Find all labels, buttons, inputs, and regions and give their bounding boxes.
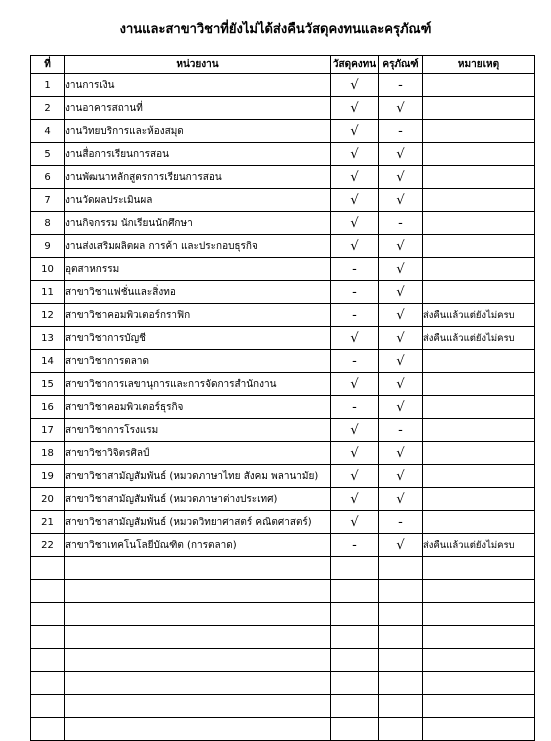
materials-status: √ bbox=[331, 488, 379, 511]
materials-status: √ bbox=[331, 143, 379, 166]
empty-table-row bbox=[31, 649, 535, 672]
remark-cell bbox=[423, 511, 535, 534]
empty-cell bbox=[31, 718, 65, 741]
unit-name: สาขาวิชาวิจิตรศิลป์ bbox=[65, 442, 331, 465]
table-row bbox=[31, 281, 535, 304]
table-row bbox=[31, 534, 535, 557]
table-row bbox=[31, 350, 535, 373]
row-number: 9 bbox=[31, 235, 65, 258]
equipment-status: √ bbox=[379, 373, 423, 396]
equipment-status: - bbox=[379, 511, 423, 534]
table-body bbox=[31, 74, 535, 741]
empty-cell bbox=[379, 695, 423, 718]
unit-name: สาขาวิชาเทคโนโลยีบัณฑิต (การตลาด) bbox=[65, 534, 331, 557]
unit-name: สาขาวิชาแฟชั่นและสิ่งทอ bbox=[65, 281, 331, 304]
table-row bbox=[31, 189, 535, 212]
empty-cell bbox=[423, 649, 535, 672]
empty-cell bbox=[379, 626, 423, 649]
empty-cell bbox=[65, 672, 331, 695]
materials-status: √ bbox=[331, 419, 379, 442]
remark-cell: ส่งคืนแล้วแต่ยังไม่ครบ bbox=[423, 534, 535, 557]
unit-name: สาขาวิชาสามัญสัมพันธ์ (หมวดภาษาต่างประเทศ) bbox=[65, 488, 331, 511]
header-materials: วัสดุคงทน bbox=[331, 56, 379, 74]
empty-table-row bbox=[31, 672, 535, 695]
empty-table-row bbox=[31, 580, 535, 603]
table-row bbox=[31, 373, 535, 396]
materials-status: √ bbox=[331, 373, 379, 396]
row-number: 15 bbox=[31, 373, 65, 396]
empty-cell bbox=[379, 603, 423, 626]
empty-table-row bbox=[31, 718, 535, 741]
row-number: 6 bbox=[31, 166, 65, 189]
row-number: 20 bbox=[31, 488, 65, 511]
table-row bbox=[31, 465, 535, 488]
empty-cell bbox=[331, 718, 379, 741]
equipment-status: √ bbox=[379, 396, 423, 419]
row-number: 12 bbox=[31, 304, 65, 327]
empty-cell bbox=[331, 557, 379, 580]
empty-cell bbox=[379, 672, 423, 695]
unit-name: สาขาวิชาคอมพิวเตอร์ธุรกิจ bbox=[65, 396, 331, 419]
remark-cell bbox=[423, 396, 535, 419]
header-equipment: ครุภัณฑ์ bbox=[379, 56, 423, 74]
remark-cell bbox=[423, 97, 535, 120]
empty-cell bbox=[31, 649, 65, 672]
remark-cell bbox=[423, 488, 535, 511]
table-row bbox=[31, 235, 535, 258]
unit-name: สาขาวิชาคอมพิวเตอร์กราฟิก bbox=[65, 304, 331, 327]
empty-table-row bbox=[31, 557, 535, 580]
empty-cell bbox=[331, 603, 379, 626]
empty-cell bbox=[331, 695, 379, 718]
table-row bbox=[31, 488, 535, 511]
remark-cell bbox=[423, 143, 535, 166]
unit-name: สาขาวิชาการบัญชี bbox=[65, 327, 331, 350]
equipment-status: √ bbox=[379, 534, 423, 557]
row-number: 7 bbox=[31, 189, 65, 212]
table-row bbox=[31, 212, 535, 235]
unit-name: อุตสาหกรรม bbox=[65, 258, 331, 281]
header-no: ที่ bbox=[31, 56, 65, 74]
remark-cell: ส่งคืนแล้วแต่ยังไม่ครบ bbox=[423, 304, 535, 327]
row-number: 1 bbox=[31, 74, 65, 97]
table-row bbox=[31, 442, 535, 465]
equipment-status: - bbox=[379, 419, 423, 442]
row-number: 5 bbox=[31, 143, 65, 166]
materials-status: √ bbox=[331, 442, 379, 465]
equipment-status: √ bbox=[379, 304, 423, 327]
empty-cell bbox=[65, 695, 331, 718]
remark-cell bbox=[423, 350, 535, 373]
unit-name: งานอาคารสถานที่ bbox=[65, 97, 331, 120]
unit-name: งานสื่อการเรียนการสอน bbox=[65, 143, 331, 166]
row-number: 14 bbox=[31, 350, 65, 373]
empty-cell bbox=[379, 718, 423, 741]
table-row bbox=[31, 511, 535, 534]
equipment-status: √ bbox=[379, 189, 423, 212]
empty-cell bbox=[65, 649, 331, 672]
empty-cell bbox=[379, 649, 423, 672]
table-row bbox=[31, 396, 535, 419]
table-row bbox=[31, 304, 535, 327]
table-row bbox=[31, 120, 535, 143]
empty-cell bbox=[379, 580, 423, 603]
materials-status: √ bbox=[331, 189, 379, 212]
equipment-status: √ bbox=[379, 166, 423, 189]
remark-cell bbox=[423, 120, 535, 143]
materials-status: - bbox=[331, 258, 379, 281]
materials-status: √ bbox=[331, 212, 379, 235]
row-number: 21 bbox=[31, 511, 65, 534]
materials-status: √ bbox=[331, 511, 379, 534]
empty-cell bbox=[31, 557, 65, 580]
remark-cell bbox=[423, 189, 535, 212]
row-number: 18 bbox=[31, 442, 65, 465]
empty-cell bbox=[423, 718, 535, 741]
row-number: 10 bbox=[31, 258, 65, 281]
remark-cell bbox=[423, 419, 535, 442]
empty-cell bbox=[65, 580, 331, 603]
empty-cell bbox=[31, 672, 65, 695]
empty-cell bbox=[423, 695, 535, 718]
unit-name: สาขาวิชาการเลขานุการและการจัดการสำนักงาน bbox=[65, 373, 331, 396]
materials-status: √ bbox=[331, 97, 379, 120]
row-number: 22 bbox=[31, 534, 65, 557]
remark-cell bbox=[423, 373, 535, 396]
header-unit: หน่วยงาน bbox=[65, 56, 331, 74]
table-row bbox=[31, 97, 535, 120]
table-row bbox=[31, 166, 535, 189]
empty-cell bbox=[331, 580, 379, 603]
empty-cell bbox=[423, 603, 535, 626]
empty-cell bbox=[65, 626, 331, 649]
row-number: 16 bbox=[31, 396, 65, 419]
empty-cell bbox=[423, 557, 535, 580]
table-header-row bbox=[31, 56, 535, 74]
materials-status: √ bbox=[331, 166, 379, 189]
equipment-status: √ bbox=[379, 281, 423, 304]
remark-cell bbox=[423, 212, 535, 235]
remark-cell: ส่งคืนแล้วแต่ยังไม่ครบ bbox=[423, 327, 535, 350]
empty-cell bbox=[65, 718, 331, 741]
equipment-status: - bbox=[379, 212, 423, 235]
equipment-status: √ bbox=[379, 327, 423, 350]
remark-cell bbox=[423, 235, 535, 258]
unit-name: สาขาวิชาการตลาด bbox=[65, 350, 331, 373]
header-remark: หมายเหตุ bbox=[423, 56, 535, 74]
unit-name: งานวัดผลประเมินผล bbox=[65, 189, 331, 212]
empty-cell bbox=[65, 603, 331, 626]
materials-status: √ bbox=[331, 235, 379, 258]
table-row bbox=[31, 143, 535, 166]
table-row bbox=[31, 74, 535, 97]
empty-cell bbox=[423, 626, 535, 649]
remark-cell bbox=[423, 166, 535, 189]
empty-cell bbox=[31, 695, 65, 718]
materials-status: √ bbox=[331, 120, 379, 143]
empty-cell bbox=[31, 626, 65, 649]
empty-cell bbox=[423, 672, 535, 695]
equipment-status: √ bbox=[379, 442, 423, 465]
empty-cell bbox=[65, 557, 331, 580]
equipment-status: √ bbox=[379, 97, 423, 120]
empty-cell bbox=[31, 580, 65, 603]
table-row bbox=[31, 419, 535, 442]
materials-status: - bbox=[331, 350, 379, 373]
unit-name: งานส่งเสริมผลิตผล การค้า และประกอบธุรกิจ bbox=[65, 235, 331, 258]
materials-status: √ bbox=[331, 465, 379, 488]
equipment-status: √ bbox=[379, 235, 423, 258]
materials-status: √ bbox=[331, 327, 379, 350]
materials-status: - bbox=[331, 304, 379, 327]
row-number: 19 bbox=[31, 465, 65, 488]
empty-cell bbox=[423, 580, 535, 603]
empty-cell bbox=[31, 603, 65, 626]
row-number: 17 bbox=[31, 419, 65, 442]
equipment-status: - bbox=[379, 74, 423, 97]
remark-cell bbox=[423, 281, 535, 304]
empty-cell bbox=[379, 557, 423, 580]
equipment-status: √ bbox=[379, 143, 423, 166]
remark-cell bbox=[423, 74, 535, 97]
remark-cell bbox=[423, 258, 535, 281]
empty-table-row bbox=[31, 626, 535, 649]
table-row bbox=[31, 258, 535, 281]
table-row bbox=[31, 327, 535, 350]
unit-name: งานกิจกรรม นักเรียนนักศึกษา bbox=[65, 212, 331, 235]
row-number: 8 bbox=[31, 212, 65, 235]
remark-cell bbox=[423, 465, 535, 488]
unit-name: สาขาวิชาสามัญสัมพันธ์ (หมวดภาษาไทย สังคม พลานามัย) bbox=[65, 465, 331, 488]
materials-status: √ bbox=[331, 74, 379, 97]
empty-table-row bbox=[31, 603, 535, 626]
empty-cell bbox=[331, 649, 379, 672]
equipment-status: √ bbox=[379, 465, 423, 488]
materials-status: - bbox=[331, 396, 379, 419]
row-number: 2 bbox=[31, 97, 65, 120]
row-number: 4 bbox=[31, 120, 65, 143]
page-title: งานและสาขาวิชาที่ยังไม่ได้ส่งคืนวัสดุคงทนและครุภัณฑ์ bbox=[119, 22, 432, 37]
unit-name: สาขาวิชาการโรงแรม bbox=[65, 419, 331, 442]
unit-name: งานพัฒนาหลักสูตรการเรียนการสอน bbox=[65, 166, 331, 189]
equipment-status: - bbox=[379, 120, 423, 143]
materials-status: - bbox=[331, 281, 379, 304]
remark-cell bbox=[423, 442, 535, 465]
empty-cell bbox=[331, 672, 379, 695]
equipment-status: √ bbox=[379, 258, 423, 281]
equipment-status: √ bbox=[379, 488, 423, 511]
empty-cell bbox=[331, 626, 379, 649]
unit-name: งานการเงิน bbox=[65, 74, 331, 97]
return-status-table bbox=[30, 55, 535, 741]
materials-status: - bbox=[331, 534, 379, 557]
equipment-status: √ bbox=[379, 350, 423, 373]
unit-name: งานวิทยบริการและห้องสมุด bbox=[65, 120, 331, 143]
empty-table-row bbox=[31, 695, 535, 718]
row-number: 13 bbox=[31, 327, 65, 350]
unit-name: สาขาวิชาสามัญสัมพันธ์ (หมวดวิทยาศาสตร์ คณิตศาสตร์) bbox=[65, 511, 331, 534]
row-number: 11 bbox=[31, 281, 65, 304]
